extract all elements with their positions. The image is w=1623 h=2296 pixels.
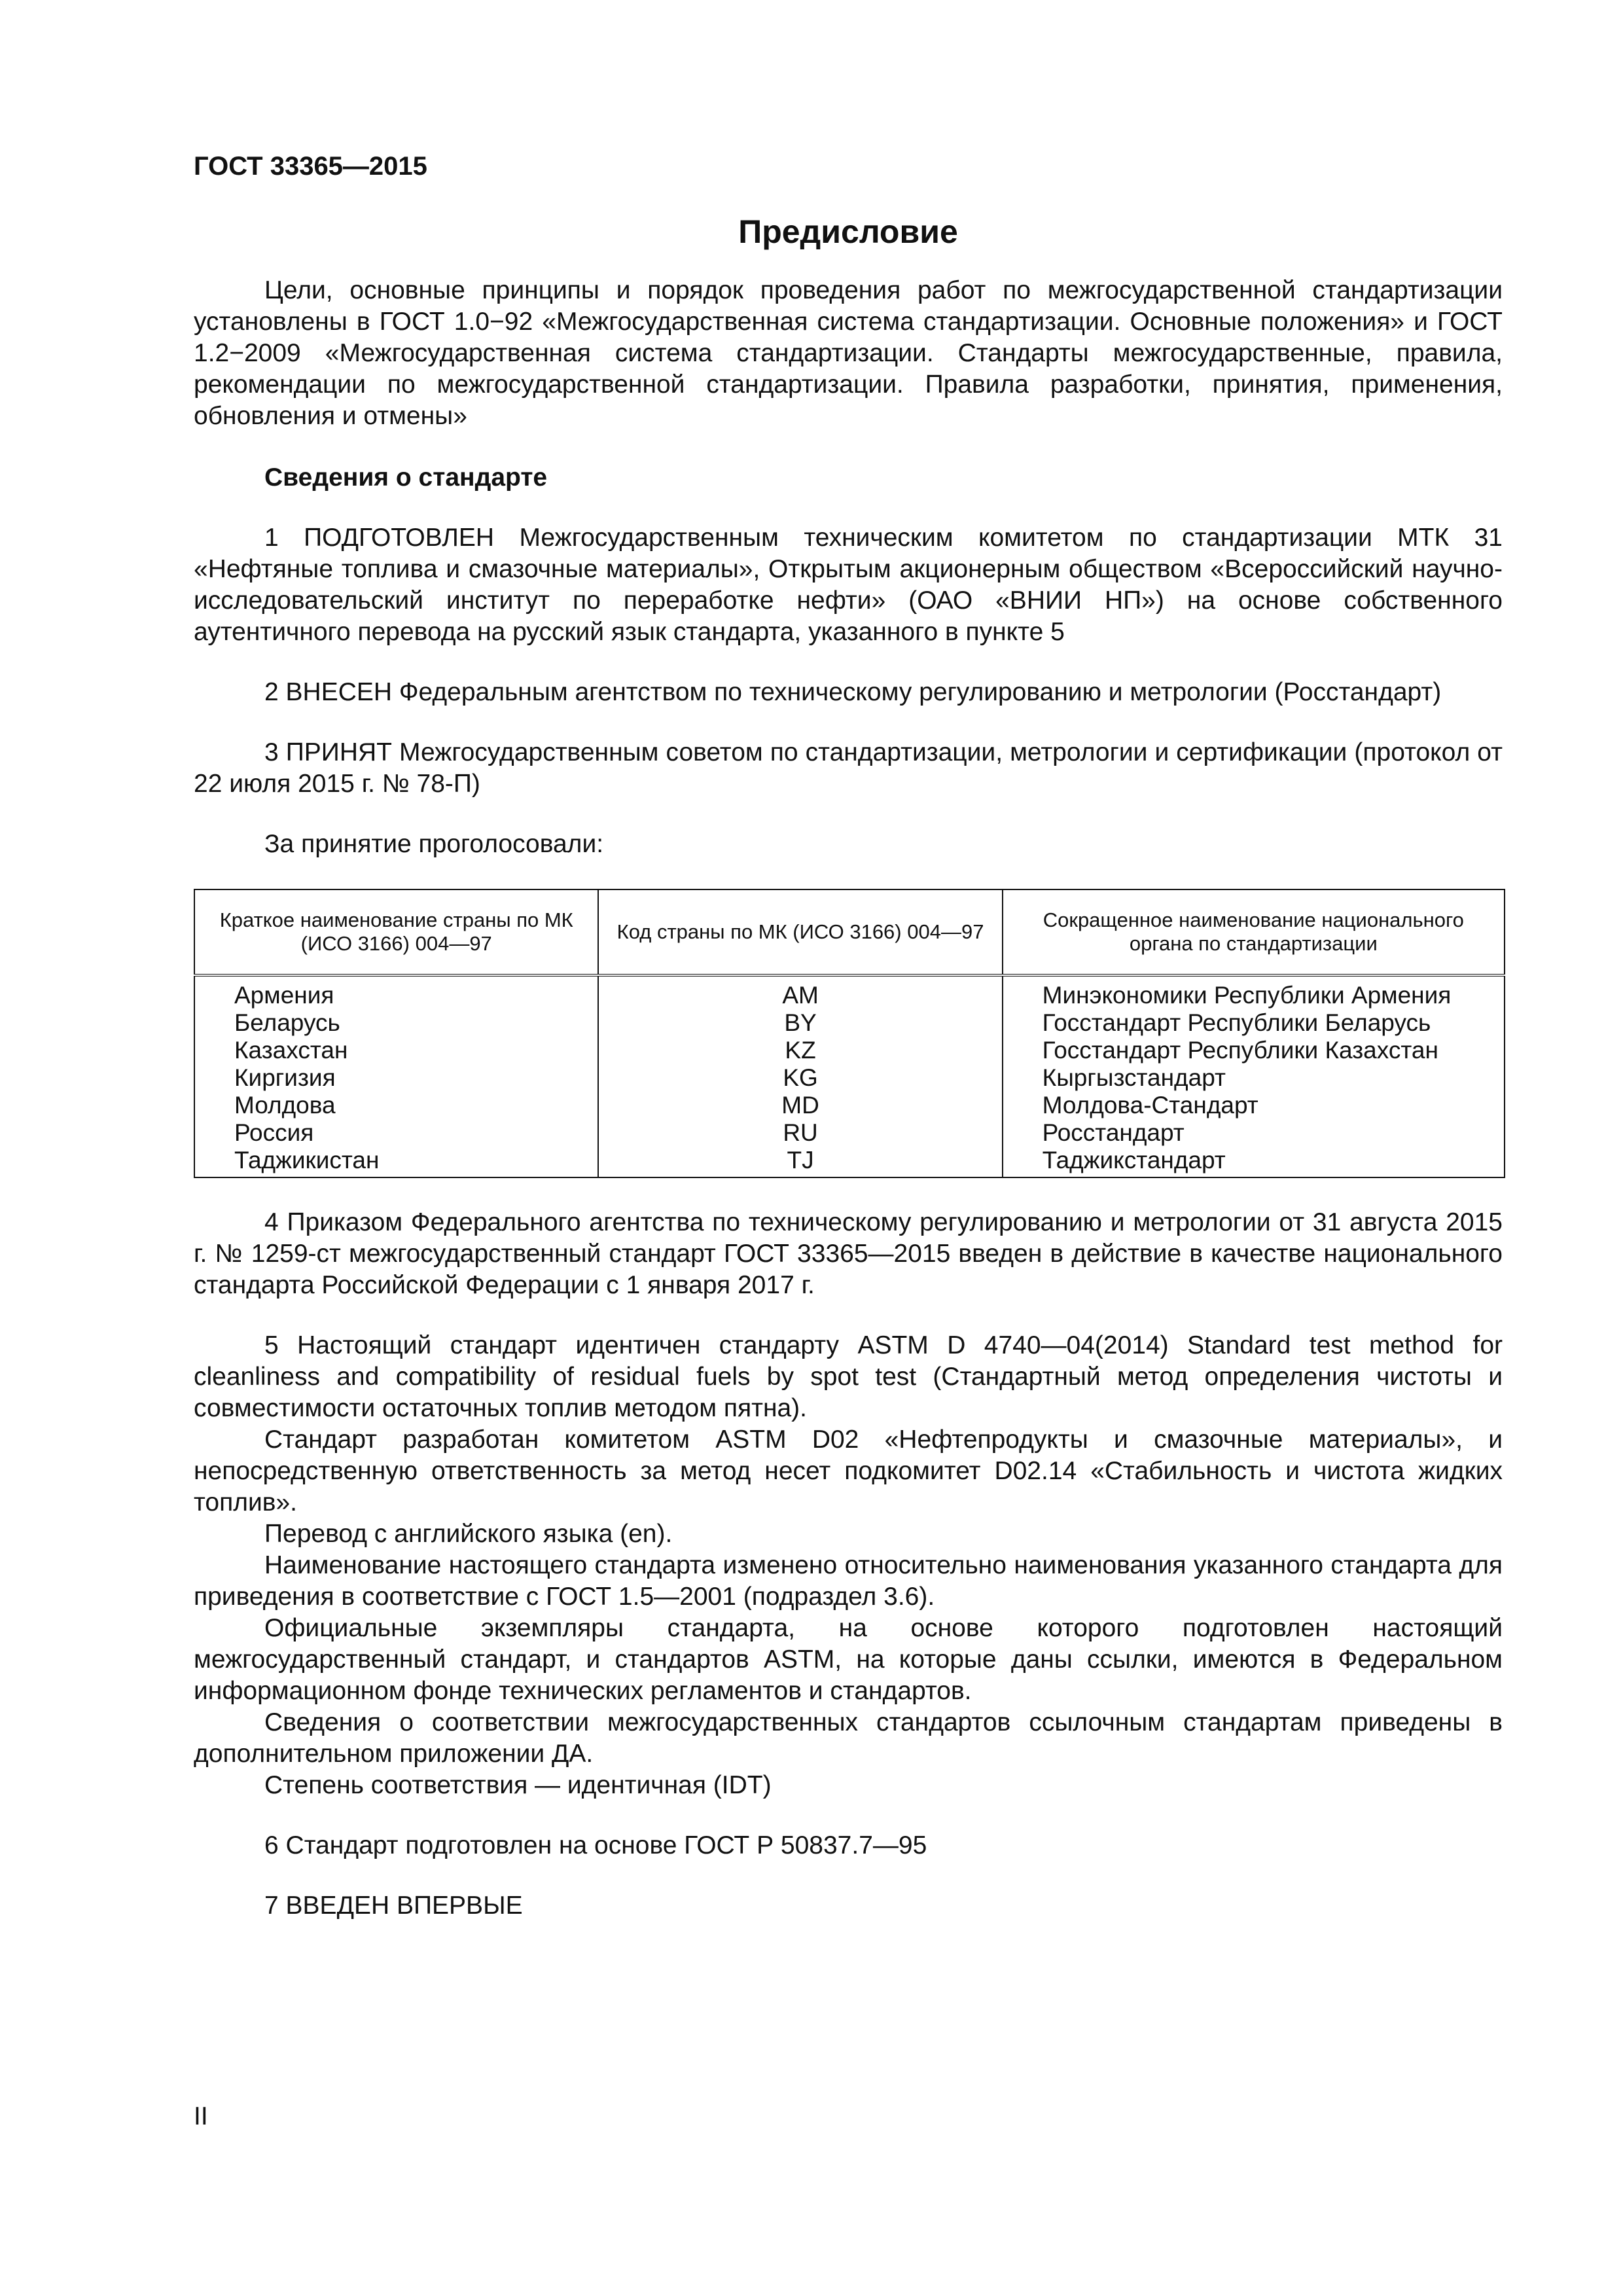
- table-row: [194, 1092, 1505, 1119]
- item-3-adopted: 3 ПРИНЯТ Межгосударственным советом по стандартизации, метрологии и сертификации (протокол от 22 июля 2015 г. № 78-П): [194, 738, 1503, 798]
- section-heading: Сведения о стандарте: [264, 463, 548, 492]
- table-cell-code: KG: [598, 1064, 1002, 1092]
- table-cell-country: Молдова: [194, 1092, 598, 1119]
- table-cell-body: Минэкономики Республики Армения: [1003, 975, 1505, 1009]
- table-cell-country: Беларусь: [194, 1009, 598, 1037]
- table-cell-body: Таджикстандарт: [1003, 1147, 1505, 1177]
- item-1-prepared: 1 ПОДГОТОВЛЕН Межгосударственным техническим комитетом по стандартизации МТК 31 «Нефтяные топлива и смазочные материалы», Открытым акционерным обществом «Всероссийский научно-исследовательский институт по переработке нефти» (ОАО «ВНИИ НП») на основе собственного аутентичного перевода на русский язык стандарта, указанного в пункте 5: [194, 524, 1503, 646]
- table-cell-body: Кыргызстандарт: [1003, 1064, 1505, 1092]
- item-4-order: 4 Приказом Федерального агентства по техническому регулированию и метрологии от 31 августа 2015 г. № 1259-ст межгосударственный стандарт ГОСТ 33365—2015 введен в действие в качестве национального стандарта Российской Федерации с 1 января 2017 г.: [194, 1208, 1503, 1299]
- table-row: [194, 1064, 1505, 1092]
- table-cell-body: Госстандарт Республики Беларусь: [1003, 1009, 1505, 1037]
- item-6-basis: 6 Стандарт подготовлен на основе ГОСТ Р 50837.7—95: [264, 1831, 927, 1859]
- table-cell-country: Таджикистан: [194, 1147, 598, 1177]
- table-cell-code: AM: [598, 975, 1002, 1009]
- item-5-name-change: Наименование настоящего стандарта изменено относительно наименования указанного стандарта для приведения в соответствие с ГОСТ 1.5—2001 (подраздел 3.6).: [194, 1551, 1503, 1611]
- table-cell-country: Россия: [194, 1119, 598, 1147]
- table-cell-code: KZ: [598, 1037, 1002, 1064]
- table-row: [194, 975, 1505, 1009]
- page-content: [194, 151, 1503, 1922]
- item-5-conformity: Степень соответствия — идентичная (IDT): [264, 1771, 772, 1799]
- table-header-code: Код страны по МК (ИСО 3166) 004—97: [598, 889, 1002, 975]
- table-cell-code: TJ: [598, 1147, 1002, 1177]
- intro-paragraph: Цели, основные принципы и порядок проведения работ по межгосударственной стандартизации установлены в ГОСТ 1.0−92 «Межгосударственная система стандартизации. Основные положения» и ГОСТ 1.2−2009 «Межгосударственная система стандартизации. Стандарты межгосударственные, правила, рекомендации по межгосударственной стандартизации. Правила разработки, принятия, применения, обновления и отмены»: [194, 276, 1503, 430]
- table-header-body: Сокращенное наименование национального органа по стандартизации: [1003, 889, 1505, 975]
- table-row: [194, 1009, 1505, 1037]
- item-7-introduced: 7 ВВЕДЕН ВПЕРВЫЕ: [264, 1892, 523, 1920]
- page-title: Предисловие: [738, 213, 958, 250]
- table-cell-code: BY: [598, 1009, 1002, 1037]
- item-5-developed-by: Стандарт разработан комитетом ASTM D02 «Нефтепродукты и смазочные материалы», и непосредственную ответственность за метод несет подкомитет D02.14 «Стабильность и чистота жидких топлив».: [194, 1426, 1503, 1516]
- page-number: II: [194, 2102, 208, 2130]
- gost-code: ГОСТ 33365—2015: [194, 152, 427, 181]
- table-header-country: Краткое наименование страны по МК (ИСО 3166) 004—97: [194, 889, 598, 975]
- item-2-submitted: 2 ВНЕСЕН Федеральным агентством по техническому регулированию и метрологии (Росстандарт): [264, 678, 1442, 706]
- item-5-identical: 5 Настоящий стандарт идентичен стандарту ASTM D 4740—04(2014) Standard test method for cleanliness and compatibility of residual fuels by spot test (Стандартный метод определения чистоты и совместимости остаточных топлив методом пятна).: [194, 1331, 1503, 1422]
- table-row: [194, 1119, 1505, 1147]
- item-5-official-copies: Официальные экземпляры стандарта, на основе которого подготовлен настоящий межгосударственный стандарт, и стандартов ASTM, на которые даны ссылки, имеются в Федеральном информационном фонде технических регламентов и стандартов.: [194, 1614, 1503, 1705]
- table-row: [194, 1037, 1505, 1064]
- table-cell-body: Росстандарт: [1003, 1119, 1505, 1147]
- table-cell-code: RU: [598, 1119, 1002, 1147]
- table-cell-body: Молдова-Стандарт: [1003, 1092, 1505, 1119]
- table-header-row: [194, 889, 1505, 975]
- voted-label: За принятие проголосовали:: [264, 830, 604, 858]
- table-row: [194, 1147, 1505, 1177]
- table-cell-country: Киргизия: [194, 1064, 598, 1092]
- table-cell-country: Казахстан: [194, 1037, 598, 1064]
- table-cell-body: Госстандарт Республики Казахстан: [1003, 1037, 1505, 1064]
- table-cell-country: Армения: [194, 975, 598, 1009]
- item-5-translation: Перевод с английского языка (en).: [264, 1520, 673, 1548]
- item-5-references: Сведения о соответствии межгосударственных стандартов ссылочным стандартам приведены в дополнительном приложении ДА.: [194, 1708, 1503, 1768]
- voting-table: [194, 889, 1505, 1178]
- table-cell-code: MD: [598, 1092, 1002, 1119]
